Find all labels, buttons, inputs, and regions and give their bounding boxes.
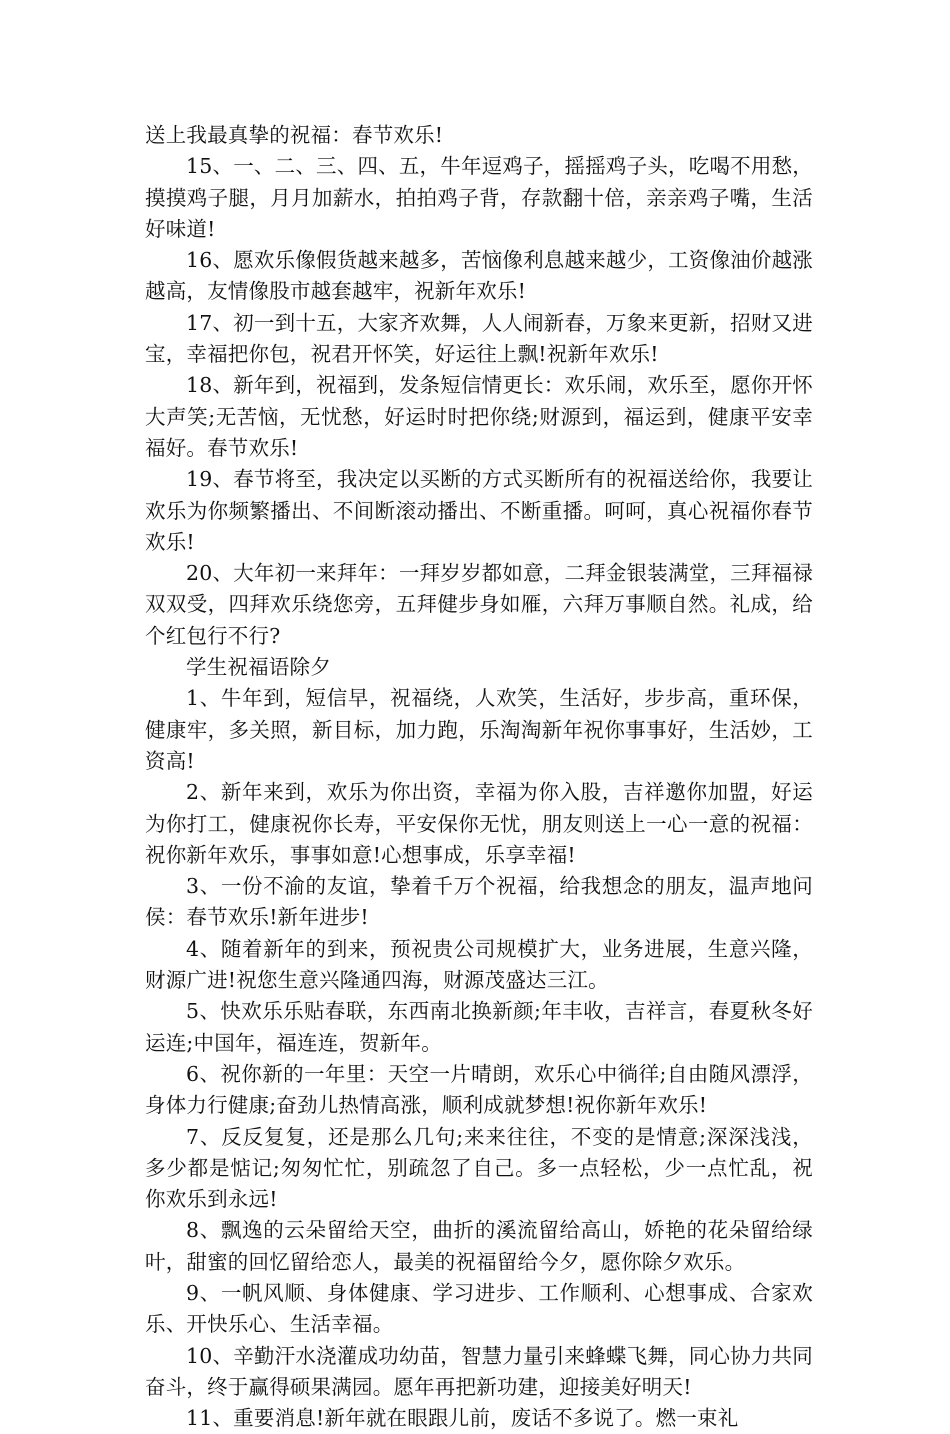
paragraph: 16、愿欢乐像假货越来越多，苦恼像利息越来越少，工资像油价越涨越高，友情像股市越套越牢，祝新年欢乐! — [145, 248, 813, 304]
paragraph: 19、春节将至，我决定以买断的方式买断所有的祝福送给你，我要让欢乐为你频繁播出、不间断滚动播出、不断重播。呵呵，真心祝福你春节欢乐! — [145, 467, 813, 554]
section-heading: 学生祝福语除夕 — [186, 655, 331, 680]
paragraph: 3、一份不渝的友谊，挚着千万个祝福，给我想念的朋友，温声地问侯：春节欢乐!新年进步! — [145, 874, 813, 930]
paragraph: 6、祝你新的一年里：天空一片晴朗，欢乐心中徜徉;自由随风漂浮，身体力行健康;奋劲儿热情高涨，顺利成就梦想!祝你新年欢乐! — [145, 1061, 813, 1118]
paragraph: 9、一帆风顺、身体健康、学习进步、工作顺利、心想事成、合家欢乐、开快乐心、生活幸福。 — [145, 1280, 813, 1337]
paragraph: 2、新年来到，欢乐为你出资，幸福为你入股，吉祥邀你加盟，好运为你打工，健康祝你长寿，平安保你无忧，朋友则送上一心一意的祝福：祝你新年欢乐，事事如意!心想事成，乐享幸福! — [145, 780, 813, 867]
paragraph: 10、辛勤汗水浇灌成功幼苗，智慧力量引来蜂蝶飞舞，同心协力共同奋斗，终于赢得硕果满园。愿年再把新功建，迎接美好明天! — [145, 1343, 813, 1399]
paragraph: 7、反反复复，还是那么几句;来来往往，不变的是情意;深深浅浅，多少都是惦记;匆匆忙忙，别疏忽了自己。多一点轻松，少一点忙乱，祝你欢乐到永远! — [145, 1124, 813, 1212]
paragraph: 20、大年初一来拜年：一拜岁岁都如意，二拜金银装满堂，三拜福禄双双受，四拜欢乐绕您旁，五拜健步身如雁，六拜万事顺自然。礼成，给个红包行不行? — [145, 561, 813, 648]
paragraph: 11、重要消息!新年就在眼跟儿前，废话不多说了。燃一束礼 — [186, 1406, 739, 1431]
document-body — [145, 120, 813, 1434]
paragraph: 4、随着新年的到来，预祝贵公司规模扩大，业务进展，生意兴隆，财源广进!祝您生意兴隆通四海，财源茂盛达三江。 — [145, 936, 813, 993]
paragraph: 18、新年到，祝福到，发条短信情更长：欢乐闹，欢乐至，愿你开怀大声笑;无苦恼，无忧愁，好运时时把你绕;财源到，福运到，健康平安幸福好。春节欢乐! — [145, 373, 813, 460]
paragraph: 1、牛年到，短信早，祝福绕，人欢笑，生活好，步步高，重环保，健康牢，多关照，新目标，加力跑，乐淘淘新年祝你事事好，生活妙，工资高! — [145, 686, 813, 773]
paragraph: 15、一、二、三、四、五，牛年逗鸡子，摇摇鸡子头，吃喝不用愁，摸摸鸡子腿，月月加薪水，拍拍鸡子背，存款翻十倍，亲亲鸡子嘴，生活好味道! — [145, 154, 813, 241]
paragraph: 17、初一到十五，大家齐欢舞，人人闹新春，万象来更新，招财又进宝，幸福把你包，祝君开怀笑，好运往上飘!祝新年欢乐! — [145, 310, 813, 367]
paragraph: 送上我最真挚的祝福：春节欢乐! — [145, 123, 444, 147]
paragraph: 5、快欢乐乐贴春联，东西南北换新颜;年丰收，吉祥言，春夏秋冬好运连;中国年，福连连，贺新年。 — [145, 999, 813, 1055]
paragraph: 8、飘逸的云朵留给天空，曲折的溪流留给高山，娇艳的花朵留给绿叶，甜蜜的回忆留给恋人，最美的祝福留给今夕，愿你除夕欢乐。 — [145, 1218, 813, 1274]
